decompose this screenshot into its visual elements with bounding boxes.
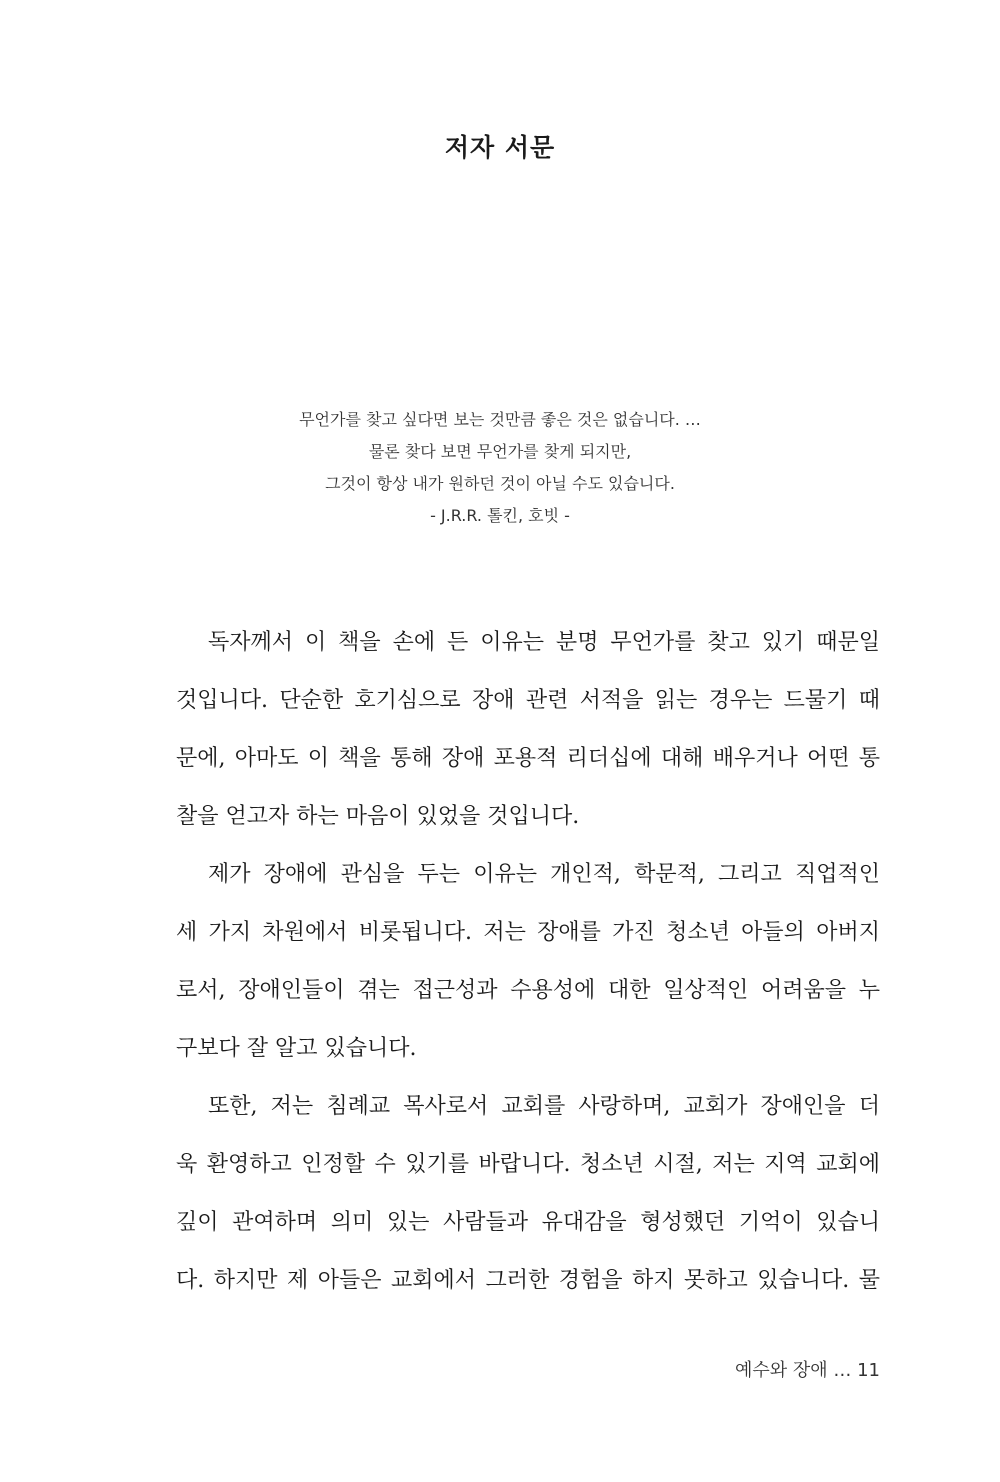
running-title: 예수와 장애 — [734, 1360, 828, 1381]
text-line: 또한, 저는 침례교 목사로서 교회를 사랑하며, 교회가 장애인을 더 — [208, 1094, 880, 1119]
paragraph — [176, 1078, 880, 1310]
epigraph-attribution: - J.R.R. 톨킨, 호빗 - — [430, 506, 570, 525]
text-line: 로서, 장애인들이 겪는 접근성과 수용성에 대한 일상적인 어려움을 누 — [176, 978, 880, 1003]
text-line: 찰을 얻고자 하는 마음이 있었을 것입니다. — [176, 804, 580, 829]
text-line: 세 가지 차원에서 비롯됩니다. 저는 장애를 가진 청소년 아들의 아버지 — [176, 920, 880, 945]
text-line: 문에, 아마도 이 책을 통해 장애 포용적 리더십에 대해 배우거나 어떤 통 — [176, 746, 880, 771]
text-line: 구보다 잘 알고 있습니다. — [176, 1036, 417, 1061]
text-line: 독자께서 이 책을 손에 든 이유는 분명 무언가를 찾고 있기 때문일 — [208, 630, 880, 655]
epigraph-line: 물론 찾다 보면 무언가를 찾게 되지만, — [368, 442, 632, 461]
epigraph-line: 무언가를 찾고 싶다면 보는 것만큼 좋은 것은 없습니다. … — [299, 410, 701, 429]
epigraph — [0, 404, 1000, 532]
page-title: 저자 서문 — [444, 133, 556, 162]
text-line: 다. 하지만 제 아들은 교회에서 그러한 경험을 하지 못하고 있습니다. 물 — [176, 1268, 880, 1293]
text-line: 것입니다. 단순한 호기심으로 장애 관련 서적을 읽는 경우는 드물기 때 — [176, 688, 880, 713]
page-number: 11 — [857, 1360, 880, 1381]
epigraph-line: 그것이 항상 내가 원하던 것이 아닐 수도 있습니다. — [325, 474, 675, 493]
body-text — [176, 614, 880, 1310]
text-line: 욱 환영하고 인정할 수 있기를 바랍니다. 청소년 시절, 저는 지역 교회에 — [176, 1152, 880, 1177]
paragraph — [176, 614, 880, 846]
paragraph — [176, 846, 880, 1078]
page-footer — [735, 1356, 880, 1382]
text-line: 제가 장애에 관심을 두는 이유는 개인적, 학문적, 그리고 직업적인 — [208, 862, 880, 887]
text-line: 깊이 관여하며 의미 있는 사람들과 유대감을 형성했던 기억이 있습니 — [176, 1210, 880, 1235]
footer-separator: … — [833, 1360, 852, 1381]
